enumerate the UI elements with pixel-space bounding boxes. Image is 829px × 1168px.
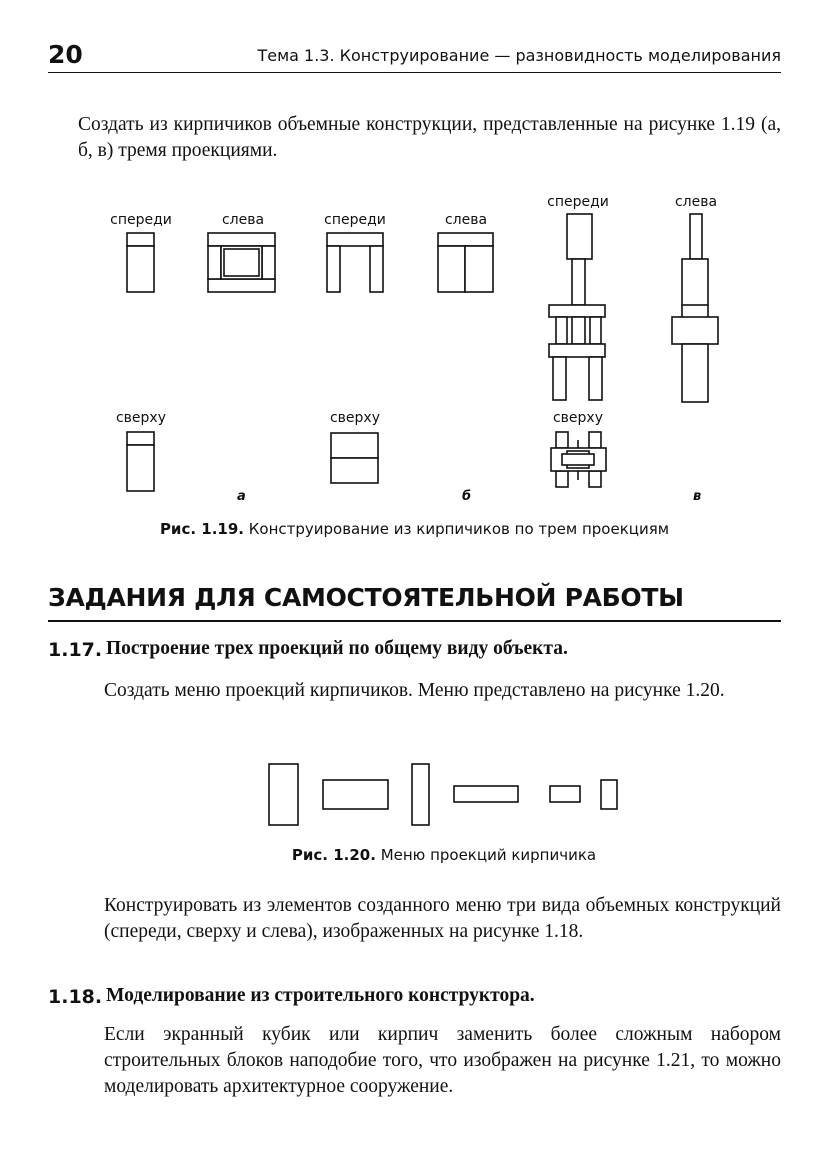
brick-tall-wide (269, 764, 298, 825)
label-b-front: спереди (324, 212, 386, 228)
b-left-view (438, 233, 493, 292)
label-a-top: сверху (115, 410, 167, 426)
b-top-view (331, 433, 378, 483)
task-1-17-number: 1.17. (48, 639, 103, 661)
section-rule (48, 620, 781, 622)
brick-tall-narrow (412, 764, 429, 825)
section-title: ЗАДАНИЯ ДЛЯ САМОСТОЯТЕЛЬНОЙ РАБОТЫ (48, 583, 684, 612)
sublabel-b: б (462, 489, 472, 504)
label-b-top: сверху (329, 410, 381, 426)
running-title: Тема 1.3. Конструирование — разновидность моделирования (257, 46, 781, 65)
sublabel-c: в (693, 489, 702, 504)
figure-1-20-caption (264, 846, 624, 864)
task-1-17-title: Построение трех проекций по общему виду объекта. (106, 638, 568, 659)
task-1-18-text: Если экранный кубик или кирпич заменить более сложным набором строительных блоков наподобие того, что изображен на рисунке 1.21, то можно моделировать архитектурное сооружение. (104, 1024, 781, 1097)
label-c-front: спереди (547, 194, 609, 210)
label-a-left: слева (221, 212, 265, 228)
b-front-view (327, 233, 383, 292)
brick-small-vertical (601, 780, 617, 809)
c-front-view (549, 214, 605, 400)
c-top-view (551, 432, 606, 487)
a-top-view (127, 432, 154, 491)
brick-flat-narrow (454, 786, 518, 802)
brick-flat-wide (323, 780, 388, 809)
task-1-17-text: Создать меню проекций кирпичиков. Меню представлено на рисунке 1.20. (104, 680, 725, 701)
task-1-17-text-continued: Конструировать из элементов созданного меню три вида объемных конструкций (спереди, сверху и слева), изображенных на рисунке 1.18. (104, 895, 781, 942)
brick-small-horizontal (550, 786, 580, 802)
a-left-view (208, 233, 275, 292)
task-1-18-number: 1.18. (48, 986, 103, 1008)
label-a-front: спереди (110, 212, 172, 228)
c-left-view (672, 214, 718, 402)
figure-1-20-caption-num: Рис. 1.20. (291, 846, 376, 864)
intro-paragraph: Создать из кирпичиков объемные конструкции, представленные на рисунке 1.19 (а, б, в) тремя проекциями. (78, 114, 781, 161)
figure-1-19-caption (0, 520, 829, 538)
task-1-18-title: Моделирование из строительного конструктора. (106, 985, 535, 1006)
figure-1-19-caption-num: Рис. 1.19. (159, 520, 244, 538)
label-c-top: сверху (552, 410, 604, 426)
figure-1-19-caption-text: Конструирование из кирпичиков по трем проекциям (248, 520, 670, 538)
figure-1-20-drawing (0, 750, 829, 830)
sublabel-a: а (237, 489, 246, 504)
a-front-view (127, 233, 154, 292)
label-b-left: слева (444, 212, 488, 228)
label-c-left: слева (674, 194, 718, 210)
figure-1-20-caption-text: Меню проекций кирпичика (380, 846, 597, 864)
figure-1-19-drawing (0, 0, 829, 520)
page-number: 20 (48, 40, 83, 69)
